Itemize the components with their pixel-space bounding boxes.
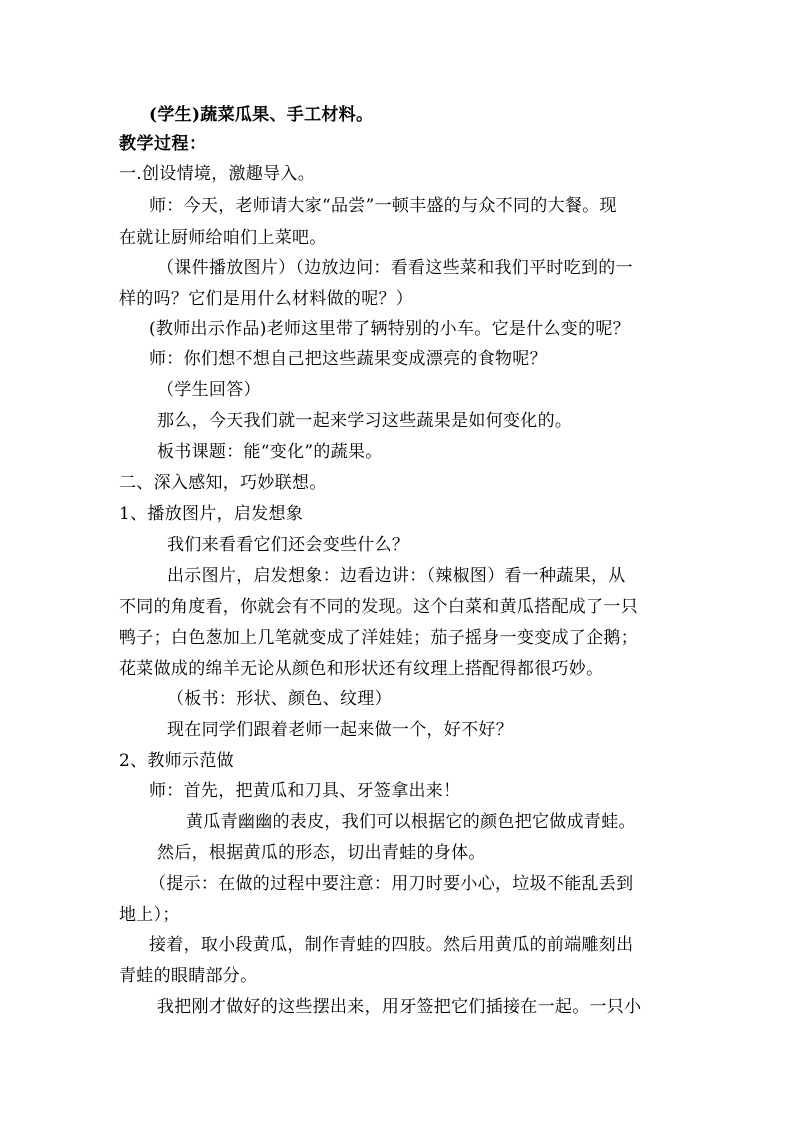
- paragraph-line: 青蛙的眼睛部分。: [119, 966, 258, 986]
- paragraph-line: 二、深入感知，巧妙联想。: [119, 473, 327, 493]
- paragraph-line: 地上）；: [119, 905, 180, 925]
- paragraph-line: 接着，取小段黄瓜，制作青蛙的四肢。然后用黄瓜的前端雕刻出: [149, 935, 634, 955]
- paragraph-line: 我们来看看它们还会变些什么？: [167, 535, 410, 555]
- paragraph-line: （提示：在做的过程中要注意：用刀时要小心，垃圾不能乱丢到: [149, 874, 634, 894]
- paragraph-line: 花菜做成的绵羊无论从颜色和形状还有纹理上搭配得都很巧妙。: [119, 659, 604, 679]
- paragraph-line: 样的吗？它们是用什么材料做的呢？）: [119, 289, 414, 309]
- paragraph-line: （学生回答）: [157, 380, 261, 400]
- paragraph-line: 出示图片，启发想象：边看边讲：（辣椒图）看一种蔬果，从: [167, 566, 626, 586]
- paragraph-line: 在就让厨师给咱们上菜吧。: [119, 228, 327, 248]
- materials-line: [0, 104, 794, 126]
- paragraph-line: 师：首先，把黄瓜和刀具、牙签拿出来！: [149, 781, 461, 801]
- paragraph-line: 那么，今天我们就一起来学习这些蔬果是如何变化的。: [157, 411, 573, 431]
- materials-text: (学生)蔬菜瓜果、手工材料。: [149, 105, 374, 125]
- paragraph-line: 1、播放图片，启发想象: [119, 504, 304, 524]
- paragraph-line: 现在同学们跟着老师一起来做一个，好不好？: [167, 720, 513, 740]
- paragraph-line: 鸭子；白色葱加上几笔就变成了洋娃娃；茄子摇身一变变成了企鹅；: [119, 628, 638, 648]
- paragraph-line: 不同的角度看，你就会有不同的发现。这个白菜和黄瓜搭配成了一只: [119, 597, 638, 617]
- paragraph-line: 黄瓜青幽幽的表皮，我们可以根据它的颜色把它做成青蛙。: [186, 812, 636, 832]
- paragraph-line: 师：你们想不想自己把这些蔬果变成漂亮的食物呢？: [149, 349, 547, 369]
- paragraph-line: 然后，根据黄瓜的形态，切出青蛙的身体。: [157, 843, 486, 863]
- paragraph-line: （板书：形状、颜色、纹理）: [167, 689, 392, 709]
- paragraph-line: （课件播放图片）（边放边问：看看这些菜和我们平时吃到的一: [157, 258, 633, 278]
- paragraph-line: 一.创设情境，激趣导入。: [119, 164, 316, 184]
- paragraph-line: (教师出示作品)老师这里带了辆特别的小车。它是什么变的呢？: [149, 319, 630, 339]
- paragraph-line: 板书课题：能“变化”的蔬果。: [157, 442, 383, 462]
- paragraph-line: 2、教师示范做: [119, 751, 234, 771]
- paragraph-line: 我把刚才做好的这些摆出来，用牙签把它们插接在一起。一只小: [157, 997, 642, 1017]
- section-heading: [0, 133, 794, 155]
- teaching-process-heading: 教学过程：: [119, 134, 207, 154]
- paragraph-line: 师：今天，老师请大家“品尝”一顿丰盛的与众不同的大餐。现: [149, 196, 617, 216]
